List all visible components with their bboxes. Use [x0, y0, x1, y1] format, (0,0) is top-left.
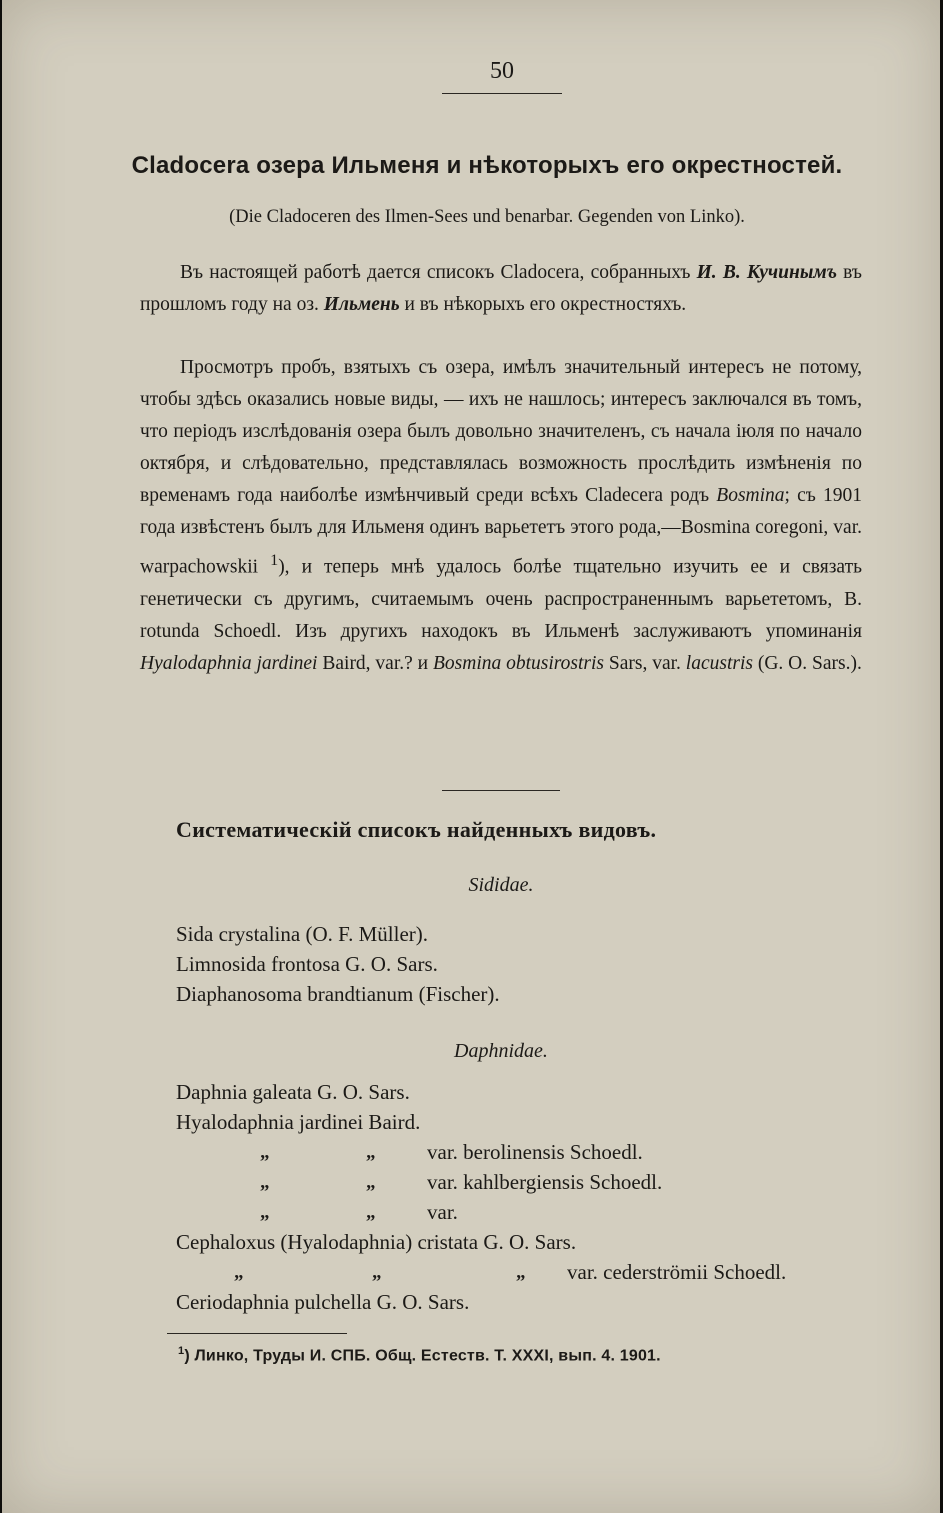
species-entry: Ceriodaphnia pulchella G. O. Sars. — [176, 1290, 470, 1314]
species-entry: Diaphanosoma brandtianum (Fischer). — [176, 982, 500, 1006]
section-heading: Систематическій списокъ найденныхъ видовъ. — [176, 817, 657, 842]
intro-paragraph — [140, 257, 862, 321]
species-entry: Daphnia galeata G. O. Sars. — [176, 1080, 410, 1104]
species-entry: var. berolinensis Schoedl. — [427, 1140, 643, 1164]
ditto-mark: „ — [234, 1262, 244, 1283]
footnote — [178, 1345, 878, 1365]
species-entry: var. cederströmii Schoedl. — [567, 1260, 787, 1284]
intro-text: и въ нѣкорыхъ его окрестностяхъ. — [399, 294, 687, 315]
main-text: ), и теперь мнѣ удалось болѣе тщательно изучить ее и связать генетически съ другимъ, считаемымъ очень распространеннымъ варьететомъ, B. rotunda Schoedl. Изъ другихъ находокъ въ Ильменѣ заслуживаютъ упоминанія — [140, 556, 862, 642]
ditto-mark: „ — [260, 1202, 270, 1223]
footnote-text: ) Линко, Труды И. СПБ. Общ. Естеств. Т. XXXI, вып. 4. 1901. — [184, 1347, 661, 1365]
family-heading: Daphnidae. — [454, 1040, 548, 1062]
family-heading: Sididae. — [468, 874, 534, 896]
footnote-reference: 1 — [270, 551, 279, 569]
footnote-rule — [167, 1333, 347, 1334]
main-text: (G. O. Sars.). — [752, 652, 862, 674]
article-subtitle: (Die Cladoceren des Ilmen-Sees und benarbar. Gegenden von Linko). — [229, 207, 745, 227]
species-entry: var. kahlbergiensis Schoedl. — [427, 1170, 663, 1194]
intro-text: Въ настоящей работѣ дается списокъ Cladocera, собранныхъ — [180, 262, 697, 283]
ditto-mark: „ — [366, 1202, 376, 1223]
species-entry: Cephaloxus (Hyalodaphnia) cristata G. O. Sars. — [176, 1230, 577, 1254]
ditto-mark: „ — [260, 1172, 270, 1193]
page-number-rule — [442, 93, 562, 94]
species-entry: Limnosida frontosa G. O. Sars. — [176, 952, 438, 976]
page-number: 50 — [490, 58, 514, 84]
collector-name: И. В. Кучинымъ — [696, 262, 837, 283]
main-paragraph — [140, 352, 862, 680]
main-text: ; съ 1901 года извѣстенъ былъ для Ильменя одинъ варьететъ этого рода,—Bosmina coregoni, var. warpachowskii — [140, 485, 863, 578]
main-text: Sars, var. — [604, 652, 686, 674]
intro-text: въ прошломъ году на оз. — [140, 262, 862, 315]
lake-name: Ильмень — [323, 294, 400, 315]
page — [2, 0, 940, 1513]
variety-name: lacustris — [685, 652, 753, 674]
footnote-number: 1 — [178, 1345, 185, 1357]
genus-name: Bosmina — [716, 485, 785, 506]
ditto-mark: „ — [372, 1262, 382, 1283]
species-entry: Hyalodaphnia jardinei Baird. — [176, 1110, 421, 1134]
ditto-mark: „ — [516, 1262, 526, 1283]
ditto-mark: „ — [366, 1172, 376, 1193]
article-title: Cladocera озера Ильменя и нѣкоторыхъ его окрестностей. — [131, 152, 843, 179]
section-divider — [442, 790, 560, 791]
ditto-mark: „ — [260, 1142, 270, 1163]
species-name: Hyalodaphnia jardinei — [140, 652, 318, 674]
main-text: Baird, var.? и — [317, 652, 433, 674]
species-entry: var. — [427, 1200, 458, 1224]
main-text: Просмотръ пробъ, взятыхъ съ озера, имѣлъ значительный интересъ не потому, чтобы здѣсь оказались новые виды, — ихъ не нашлось; интересъ заключался въ томъ, что періодъ изслѣдованія озера былъ довольно значителенъ, съ начала іюля по начало октября, и слѣдовательно, представлялась возможность прослѣдить измѣненія по временамъ года наиболѣе измѣнчивый среди всѣхъ Cladecera родъ — [140, 357, 862, 506]
species-entry: Sida crystalina (O. F. Müller). — [176, 922, 429, 946]
species-name: Bosmina obtusirostris — [432, 652, 604, 674]
ditto-mark: „ — [366, 1142, 376, 1163]
